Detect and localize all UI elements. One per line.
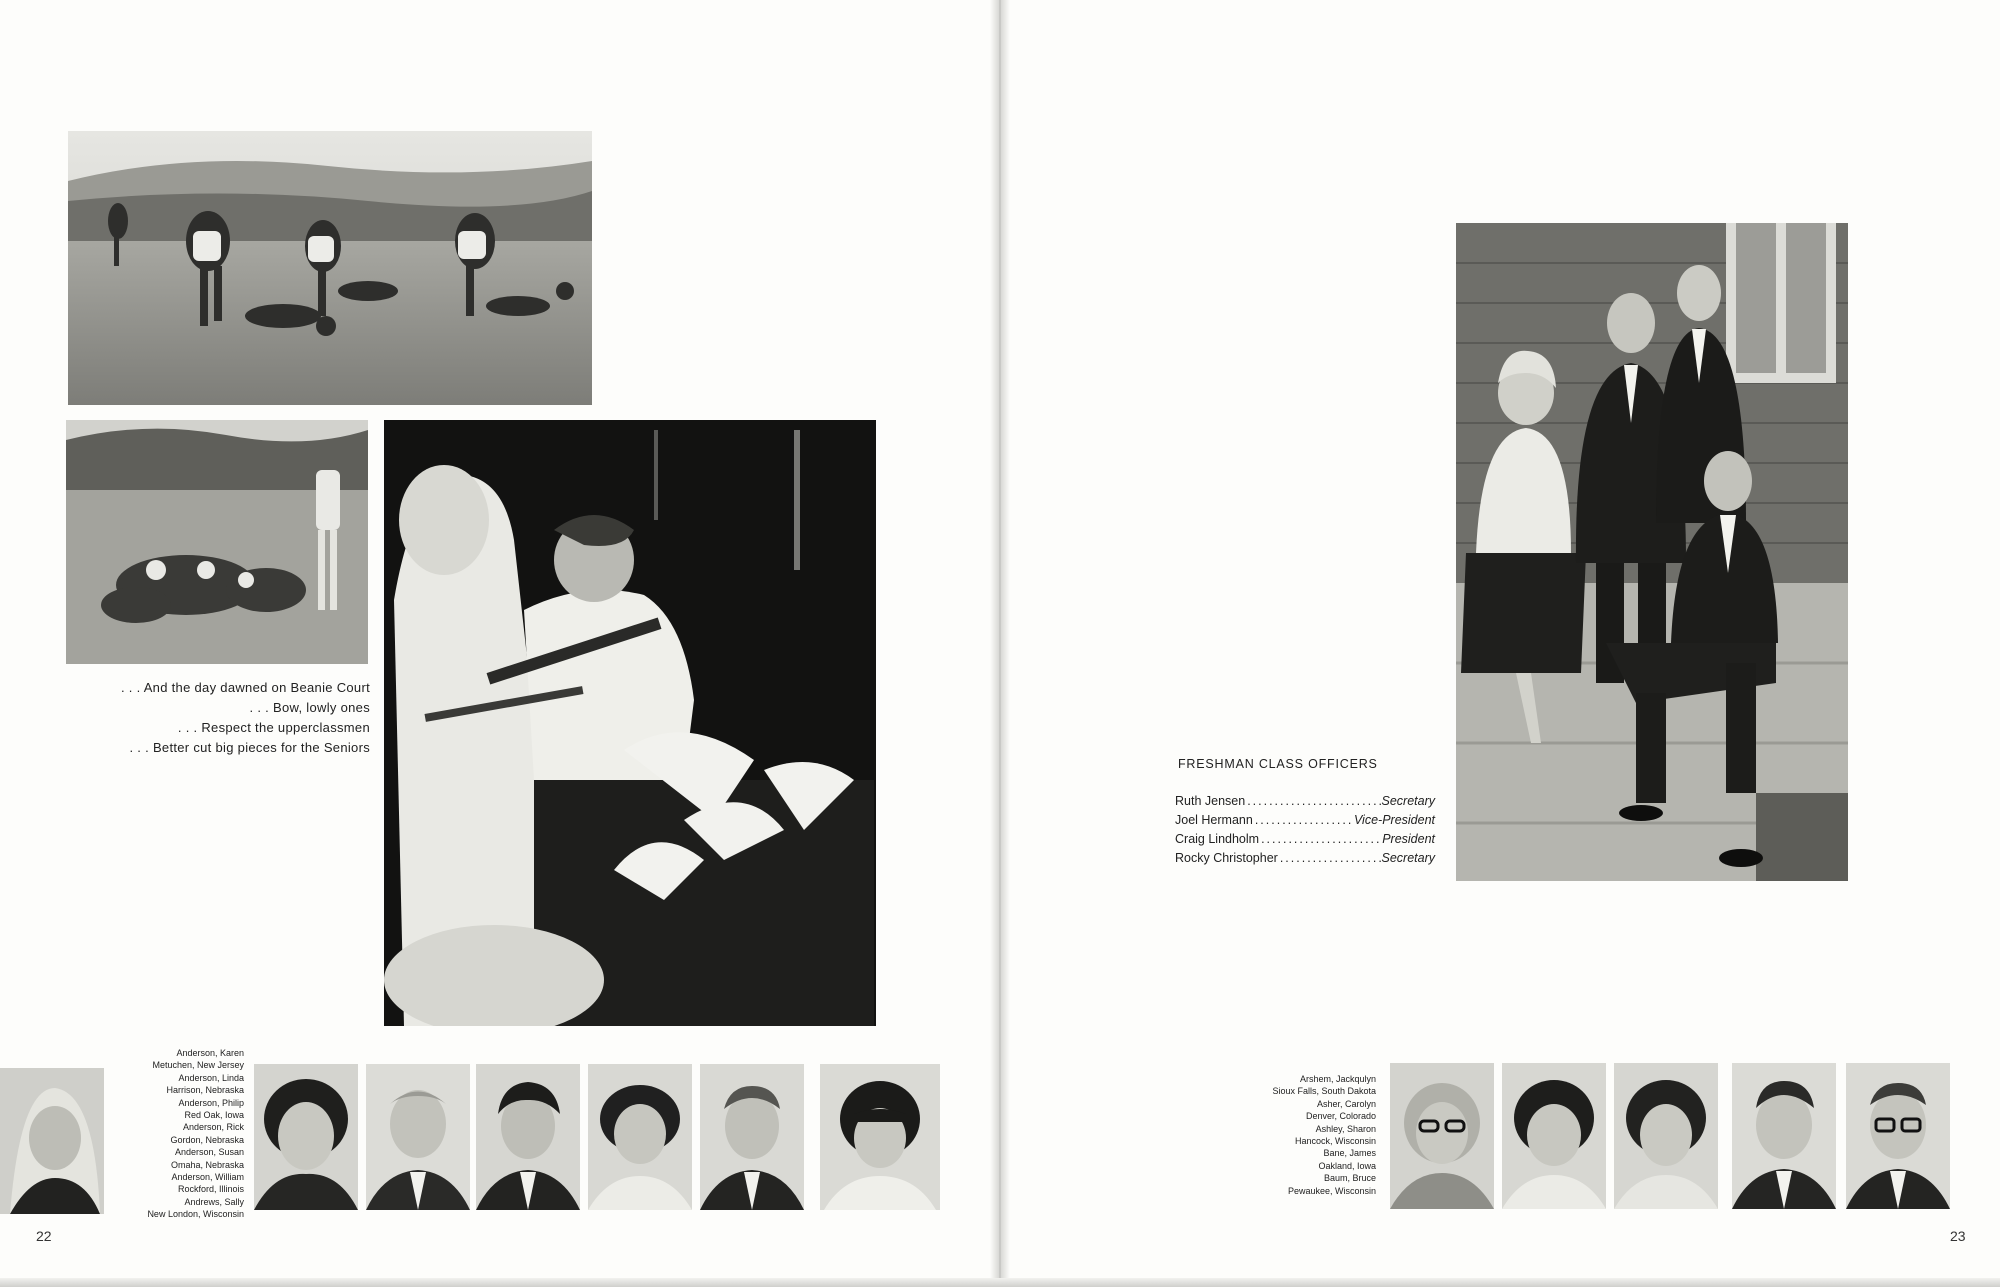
leader-dots [1253,811,1354,830]
caption-line: . . . And the day dawned on Beanie Court [120,680,370,695]
portrait-name: Baum, Bruce [1323,1173,1376,1184]
portrait-name: Anderson, Karen [176,1048,244,1058]
officer-row [1175,849,1435,868]
portrait-hometown: Metuchen, New Jersey [152,1060,244,1071]
portrait-name: Asher, Carolyn [1316,1098,1376,1109]
portrait-bane-james [1732,1063,1836,1209]
photo-beanie-pile [66,420,368,664]
portrait-hometown: Gordon, Nebraska [170,1134,244,1145]
officers-title: FRESHMAN CLASS OFFICERS [1178,757,1378,771]
right-portrait-names [1230,1073,1376,1197]
portrait-anderson-philip [366,1064,470,1210]
portrait-name: Arshem, Jackqulyn [1299,1074,1376,1084]
officer-name: Joel Hermann [1175,813,1253,827]
book-gutter [990,0,1010,1287]
portrait-hometown: New London, Wisconsin [147,1209,244,1220]
officer-name: Ruth Jensen [1175,794,1246,808]
officer-role: Secretary [1381,851,1435,865]
officer-name: Craig Lindholm [1175,832,1260,846]
portrait-name: Anderson, Linda [178,1072,244,1083]
portrait-name: Anderson, Susan [174,1147,244,1158]
portrait-hometown: Pewaukee, Wisconsin [1287,1185,1376,1196]
page-number-right: 23 [1950,1228,1966,1244]
leader-dots [1259,830,1382,849]
portrait-baum-bruce [1846,1063,1950,1209]
portrait-asher-carolyn [1502,1063,1606,1209]
portrait-hometown: Red Oak, Iowa [184,1110,244,1121]
portrait-hometown: Omaha, Nebraska [170,1159,244,1170]
officer-row [1175,792,1435,811]
portrait-hometown: Harrison, Nebraska [166,1085,244,1096]
portrait-anderson-william [700,1064,804,1210]
portrait-hometown: Sioux Falls, South Dakota [1272,1086,1376,1097]
photo-freshman-class-officers [1456,223,1848,881]
officer-row [1175,830,1435,849]
leader-dots [1245,792,1381,811]
portrait-anderson-susan [588,1064,692,1210]
portrait-ashley-sharon [1614,1063,1718,1209]
portrait-hometown: Oakland, Iowa [1318,1160,1376,1171]
page-number-left: 22 [36,1228,52,1244]
officers-list [1175,792,1435,868]
officer-role: Secretary [1381,794,1435,808]
portrait-name: Anderson, Rick [182,1122,244,1133]
officer-name: Rocky Christopher [1175,851,1278,865]
portrait-name: Ashley, Sharon [1315,1123,1376,1134]
officer-role: Vice-President [1353,813,1435,827]
photo-beanie-court-field [68,131,592,405]
photo-watermelon-cutting [384,420,876,1026]
portrait-name: Anderson, Philip [178,1097,244,1108]
portrait-hometown: Hancock, Wisconsin [1294,1136,1376,1147]
portrait-anderson-karen [0,1068,104,1214]
page-bottom-edge [0,1278,2000,1287]
portrait-arshem-jackqulyn [1390,1063,1494,1209]
caption-line: . . . Bow, lowly ones [249,700,370,715]
leader-dots [1278,849,1382,868]
left-page-caption [90,678,370,758]
portrait-andrews-sally [820,1064,940,1210]
portrait-hometown: Rockford, Illinois [177,1184,244,1195]
caption-line: . . . Better cut big pieces for the Seniors [129,740,370,755]
portrait-name: Bane, James [1323,1148,1376,1159]
portrait-name: Anderson, William [171,1172,244,1183]
left-portrait-names [96,1047,244,1221]
portrait-anderson-linda [254,1064,358,1210]
officer-row [1175,811,1435,830]
caption-line: . . . Respect the upperclassmen [177,720,370,735]
portrait-name: Andrews, Sally [184,1196,244,1207]
officer-role: President [1382,832,1435,846]
portrait-anderson-rick [476,1064,580,1210]
portrait-hometown: Denver, Colorado [1305,1111,1376,1122]
